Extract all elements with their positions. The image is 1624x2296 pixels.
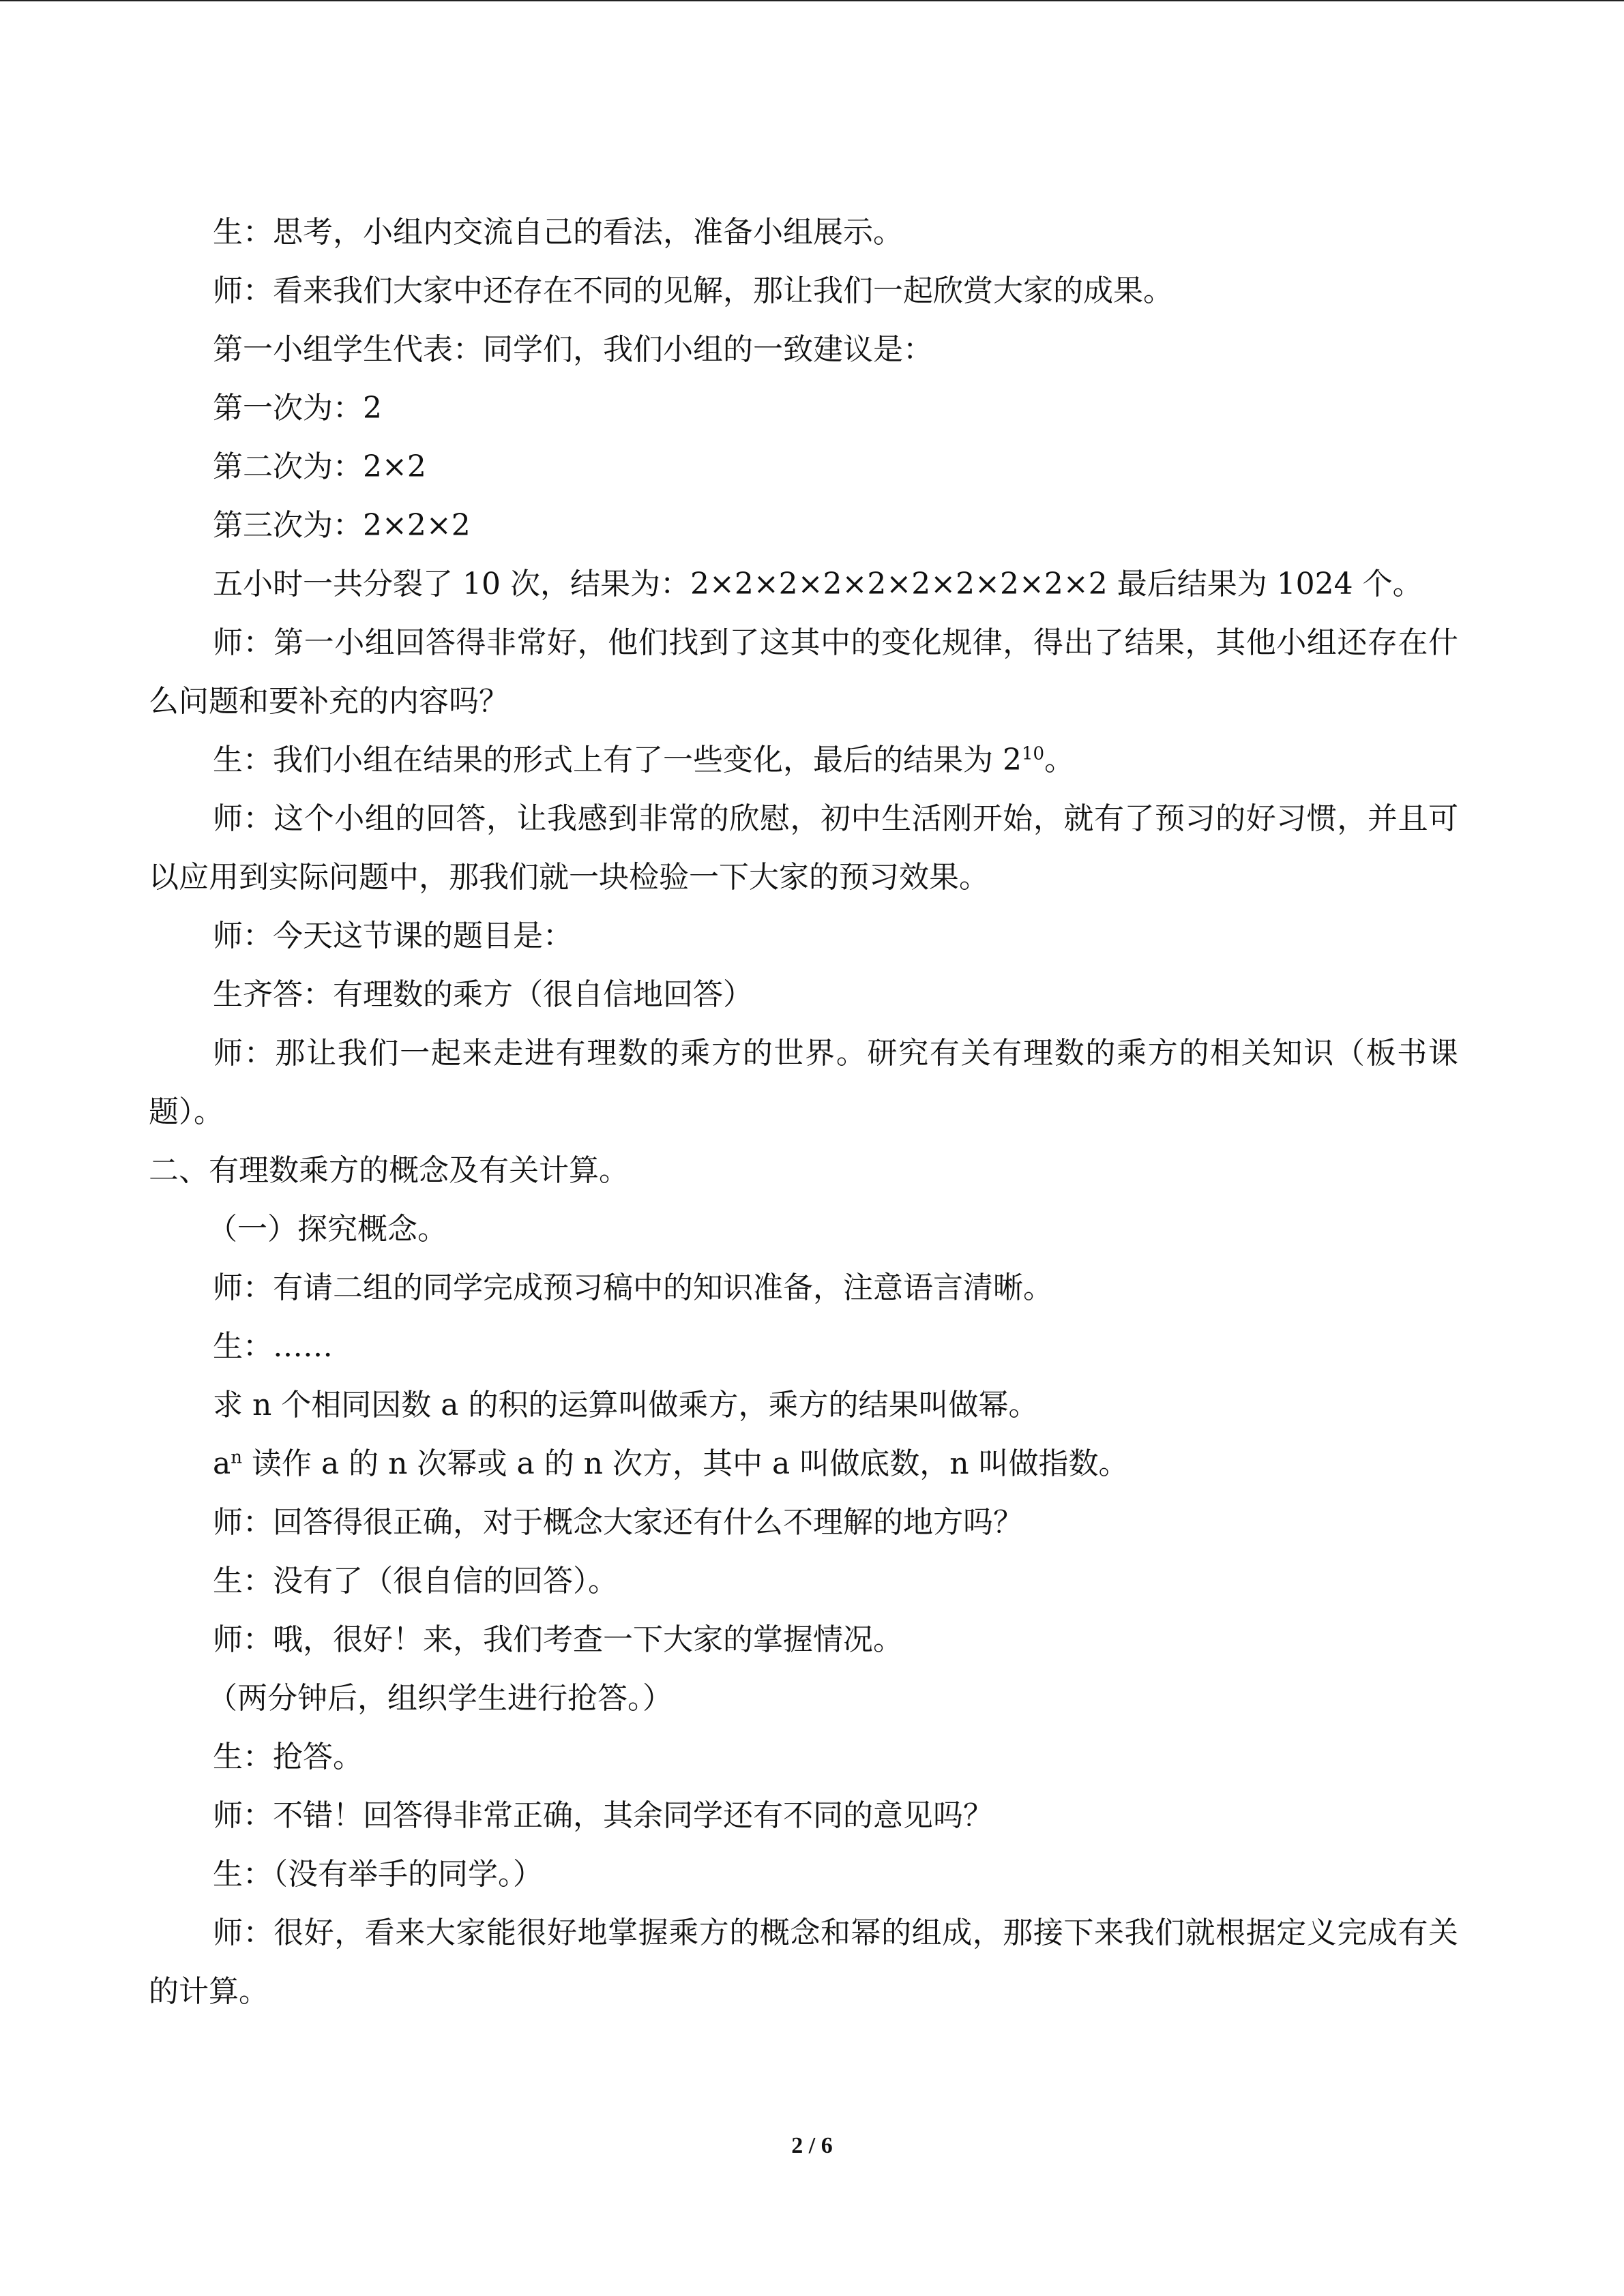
paragraph: 生：思考，小组内交流自己的看法，准备小组展示。 [213,215,903,250]
subsection-heading: （一）探究概念。 [207,1212,447,1247]
definition-text: 求 n 个相同因数 a 的积的运算叫做乘方，乘方的结果叫做幂。 [213,1388,1039,1422]
paragraph: 第一小组学生代表：同学们，我们小组的一致建议是： [213,332,933,367]
paragraph: 师：这个小组的回答，让我感到非常的欣慰，初中生活刚开始，就有了预习的好习惯，并且可以应用到实际问题中，那我们就一块检验一下大家的预习效果。 [149,801,1458,895]
paragraph: 生：抢答。 [213,1740,363,1774]
base-symbol: a [213,1446,231,1481]
definition-text [149,1435,1458,1493]
paragraph: 师：看来我们大家中还存在不同的见解，那让我们一起欣赏大家的成果。 [213,273,1173,308]
paragraph: 师：有请二组的同学完成预习稿中的知识准备，注意语言清晰。 [213,1270,1053,1305]
paragraph: 生：（没有举手的同学。） [213,1857,543,1892]
text-run: 读作 a 的 n 次幂或 a 的 n 次方，其中 a 叫做底数，n 叫做指数。 [241,1446,1129,1481]
text-run: 生：我们小组在结果的形式上有了一些变化，最后的结果为 2 [213,743,1022,777]
paragraph: 第三次为：2×2×2 [213,508,471,543]
paragraph: 师：第一小组回答得非常好，他们找到了这其中的变化规律，得出了结果，其他小组还存在什么问题和要补充的内容吗？ [149,625,1458,719]
paragraph: 第一次为：2 [213,391,382,426]
page-body [149,203,1458,2021]
paragraph: （两分钟后，组织学生进行抢答。） [207,1681,673,1716]
exponent: n [231,1447,242,1468]
paragraph: 生齐答：有理数的乘方（很自信地回答） [213,977,753,1012]
paragraph: 师：很好，看来大家能很好地掌握乘方的概念和幂的组成，那接下来我们就根据定义完成有关的计算。 [149,1915,1458,2009]
exponent: 10 [1021,743,1045,764]
paragraph: 师：那让我们一起来走进有理数的乘方的世界。研究有关有理数的乘方的相关知识（板书课题）。 [149,1036,1458,1129]
paragraph: 生：…… [213,1329,333,1364]
paragraph: 师：不错！回答得非常正确，其余同学还有不同的意见吗？ [213,1798,993,1833]
page-number: 2 / 6 [791,2133,833,2158]
paragraph: 第二次为：2×2 [213,449,426,484]
section-heading: 二、有理数乘方的概念及有关计算。 [149,1153,629,1188]
paragraph: 五小时一共分裂了 10 次，结果为：2×2×2×2×2×2×2×2×2×2 最后结果为 1024 个。 [213,567,1423,601]
text-run: 。 [1044,743,1075,777]
paragraph: 师：今天这节课的题目是： [213,919,573,953]
paragraph: 生：没有了（很自信的回答）。 [213,1564,618,1598]
paragraph-with-exponent [149,731,1458,790]
paragraph: 师：哦，很好！来，我们考查一下大家的掌握情况。 [213,1622,903,1657]
paragraph: 师：回答得很正确，对于概念大家还有什么不理解的地方吗？ [213,1505,1023,1540]
